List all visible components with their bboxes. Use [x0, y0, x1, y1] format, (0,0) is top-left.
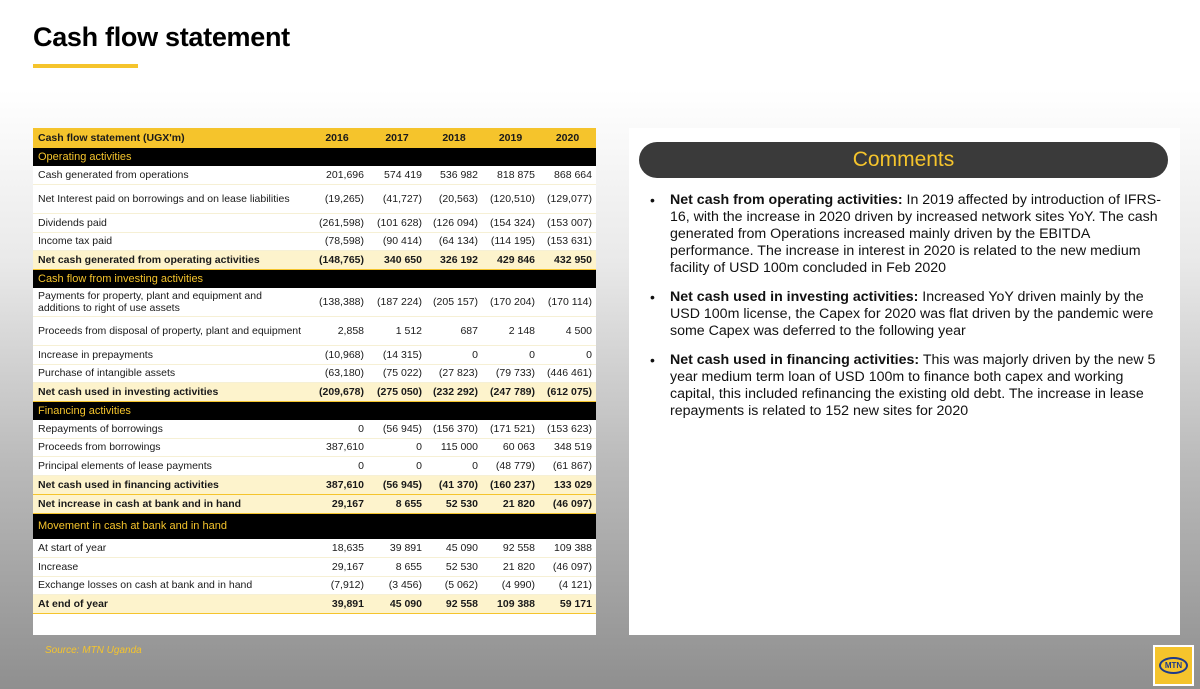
row-value: 0: [368, 457, 426, 476]
row-value: (205 157): [426, 288, 482, 317]
table-row: [33, 364, 596, 383]
section-financing: [33, 402, 596, 420]
section-investing-label: Cash flow from investing activities: [33, 270, 596, 288]
comments-title: Comments: [639, 142, 1168, 178]
row-value: 326 192: [426, 251, 482, 270]
row-value: (64 134): [426, 232, 482, 251]
row-value: 0: [306, 457, 368, 476]
table-row: [33, 214, 596, 233]
table-row: [33, 438, 596, 457]
row-value: 340 650: [368, 251, 426, 270]
row-value: (153 007): [539, 214, 596, 233]
row-value: 115 000: [426, 438, 482, 457]
header-year: 2018: [426, 128, 482, 148]
row-value: (120,510): [482, 185, 539, 214]
row-label: Increase in prepayments: [33, 346, 306, 365]
page-title: Cash flow statement: [33, 22, 290, 52]
row-value: (612 075): [539, 383, 596, 402]
row-value: (126 094): [426, 214, 482, 233]
cash-flow-table-body: [33, 128, 596, 614]
section-operating-label: Operating activities: [33, 148, 596, 166]
row-value: (56 945): [368, 420, 426, 439]
total-row-financing: [33, 475, 596, 494]
table-row: [33, 317, 596, 346]
row-label: Payments for property, plant and equipment and additions to right of use assets: [33, 288, 306, 317]
row-label: Increase: [33, 558, 306, 577]
row-value: 0: [368, 438, 426, 457]
row-value: 2 148: [482, 317, 539, 346]
row-value: (75 022): [368, 364, 426, 383]
section-movement: [33, 513, 596, 539]
row-value: 687: [426, 317, 482, 346]
row-value: 18,635: [306, 539, 368, 558]
row-value: (153 623): [539, 420, 596, 439]
row-label: Dividends paid: [33, 214, 306, 233]
total-row-operating: [33, 251, 596, 270]
total-row-investing: [33, 383, 596, 402]
row-value: (5 062): [426, 576, 482, 595]
section-operating: [33, 148, 596, 166]
row-value: 1 512: [368, 317, 426, 346]
row-value: (46 097): [539, 558, 596, 577]
title-underline: [33, 64, 138, 68]
row-value: (160 237): [482, 475, 539, 494]
comment-text: This was majorly driven by the new 5 year medium term loan of USD 100m to finance both capex and working capital, this included refinancing the existing old debt. The increase in lease repayments is related to 152 new sites for 2020: [670, 352, 1156, 419]
row-value: (4 990): [482, 576, 539, 595]
comment-item: [649, 289, 1164, 340]
row-value: (446 461): [539, 364, 596, 383]
section-investing: [33, 270, 596, 288]
row-value: 133 029: [539, 475, 596, 494]
row-value: 21 820: [482, 494, 539, 513]
table-row: [33, 539, 596, 558]
row-value: (170 204): [482, 288, 539, 317]
row-value: 39,891: [306, 595, 368, 614]
section-movement-label: Movement in cash at bank and in hand: [33, 513, 596, 539]
row-value: 0: [426, 346, 482, 365]
row-label: Net cash generated from operating activities: [33, 251, 306, 270]
row-value: 45 090: [368, 595, 426, 614]
row-value: 387,610: [306, 475, 368, 494]
row-value: 818 875: [482, 166, 539, 185]
row-value: (187 224): [368, 288, 426, 317]
row-label: Net cash used in financing activities: [33, 475, 306, 494]
row-value: (46 097): [539, 494, 596, 513]
row-value: 0: [426, 457, 482, 476]
row-value: 52 530: [426, 558, 482, 577]
table-row: [33, 288, 596, 317]
header-year: 2020: [539, 128, 596, 148]
row-value: (90 414): [368, 232, 426, 251]
comment-heading: Net cash used in investing activities:: [670, 289, 919, 305]
row-label: Exchange losses on cash at bank and in hand: [33, 576, 306, 595]
row-value: 92 558: [482, 539, 539, 558]
row-value: (10,968): [306, 346, 368, 365]
row-value: (20,563): [426, 185, 482, 214]
table-row: [33, 420, 596, 439]
row-value: (3 456): [368, 576, 426, 595]
header-label: Cash flow statement (UGX'm): [33, 128, 306, 148]
row-value: (275 050): [368, 383, 426, 402]
row-value: (148,765): [306, 251, 368, 270]
row-value: 348 519: [539, 438, 596, 457]
row-value: 432 950: [539, 251, 596, 270]
row-value: (27 823): [426, 364, 482, 383]
cash-flow-table-panel: [33, 128, 596, 635]
row-value: (170 114): [539, 288, 596, 317]
row-label: At start of year: [33, 539, 306, 558]
row-value: (171 521): [482, 420, 539, 439]
row-value: (41 370): [426, 475, 482, 494]
row-value: 29,167: [306, 494, 368, 513]
row-value: (261,598): [306, 214, 368, 233]
cash-flow-table: [33, 128, 596, 614]
row-value: 52 530: [426, 494, 482, 513]
row-label: Net cash used in investing activities: [33, 383, 306, 402]
row-value: (247 789): [482, 383, 539, 402]
comment-heading: Net cash from operating activities:: [670, 192, 903, 208]
total-row-net-increase: [33, 494, 596, 513]
row-value: 92 558: [426, 595, 482, 614]
table-row: [33, 185, 596, 214]
row-value: 45 090: [426, 539, 482, 558]
row-value: (41,727): [368, 185, 426, 214]
total-row-end-of-year: [33, 595, 596, 614]
row-value: 39 891: [368, 539, 426, 558]
comment-text: Increased YoY driven mainly by the USD 100m license, the Capex for 2020 was flat driven by the pandemic were some Capex was deferred to the following year: [670, 289, 1154, 339]
source-note: Source: MTN Uganda: [45, 645, 142, 656]
row-value: 0: [482, 346, 539, 365]
row-value: 8 655: [368, 494, 426, 513]
comment-heading: Net cash used in financing activities:: [670, 352, 920, 368]
mtn-logo-mark: MTN: [1159, 657, 1188, 674]
table-row: [33, 232, 596, 251]
table-row: [33, 346, 596, 365]
row-value: (4 121): [539, 576, 596, 595]
table-row: [33, 166, 596, 185]
comment-item: [649, 192, 1164, 277]
row-value: 0: [539, 346, 596, 365]
row-label: Net Interest paid on borrowings and on lease liabilities: [33, 185, 306, 214]
row-value: (61 867): [539, 457, 596, 476]
row-label: Repayments of borrowings: [33, 420, 306, 439]
row-value: 4 500: [539, 317, 596, 346]
row-label: Net increase in cash at bank and in hand: [33, 494, 306, 513]
row-value: (129,077): [539, 185, 596, 214]
header-year: 2019: [482, 128, 539, 148]
table-row: [33, 576, 596, 595]
row-value: (114 195): [482, 232, 539, 251]
row-value: 8 655: [368, 558, 426, 577]
section-financing-label: Financing activities: [33, 402, 596, 420]
row-label: Purchase of intangible assets: [33, 364, 306, 383]
row-value: (209,678): [306, 383, 368, 402]
row-value: 109 388: [539, 539, 596, 558]
row-label: Proceeds from borrowings: [33, 438, 306, 457]
row-value: (156 370): [426, 420, 482, 439]
row-value: (101 628): [368, 214, 426, 233]
row-value: (19,265): [306, 185, 368, 214]
row-value: (232 292): [426, 383, 482, 402]
row-value: 868 664: [539, 166, 596, 185]
row-value: (7,912): [306, 576, 368, 595]
comments-panel: [629, 128, 1180, 635]
row-value: 536 982: [426, 166, 482, 185]
table-row: [33, 558, 596, 577]
header-year: 2016: [306, 128, 368, 148]
row-value: 574 419: [368, 166, 426, 185]
row-value: (79 733): [482, 364, 539, 383]
row-value: (56 945): [368, 475, 426, 494]
row-value: 201,696: [306, 166, 368, 185]
row-label: Cash generated from operations: [33, 166, 306, 185]
row-value: (138,388): [306, 288, 368, 317]
row-value: 21 820: [482, 558, 539, 577]
row-value: 109 388: [482, 595, 539, 614]
comment-item: [649, 352, 1164, 420]
row-value: (14 315): [368, 346, 426, 365]
comment-text: In 2019 affected by introduction of IFRS-16, with the increase in 2020 driven by increased network sites YoY. The cash generated from Operations increased mainly driven by the EBITDA performance. The increase in interest in 2020 is related to the new medium facility of USD 100m concluded in Feb 2020: [670, 192, 1161, 276]
row-label: Income tax paid: [33, 232, 306, 251]
row-value: 387,610: [306, 438, 368, 457]
row-label: Principal elements of lease payments: [33, 457, 306, 476]
table-row: [33, 457, 596, 476]
row-value: 2,858: [306, 317, 368, 346]
header-year: 2017: [368, 128, 426, 148]
row-label: At end of year: [33, 595, 306, 614]
row-value: (78,598): [306, 232, 368, 251]
row-value: 429 846: [482, 251, 539, 270]
row-label: Proceeds from disposal of property, plant and equipment: [33, 317, 306, 346]
row-value: (48 779): [482, 457, 539, 476]
table-header-row: [33, 128, 596, 148]
row-value: 60 063: [482, 438, 539, 457]
comments-list: [649, 192, 1164, 432]
mtn-logo: [1153, 645, 1194, 686]
row-value: 0: [306, 420, 368, 439]
row-value: (153 631): [539, 232, 596, 251]
row-value: (63,180): [306, 364, 368, 383]
row-value: (154 324): [482, 214, 539, 233]
row-value: 59 171: [539, 595, 596, 614]
row-value: 29,167: [306, 558, 368, 577]
